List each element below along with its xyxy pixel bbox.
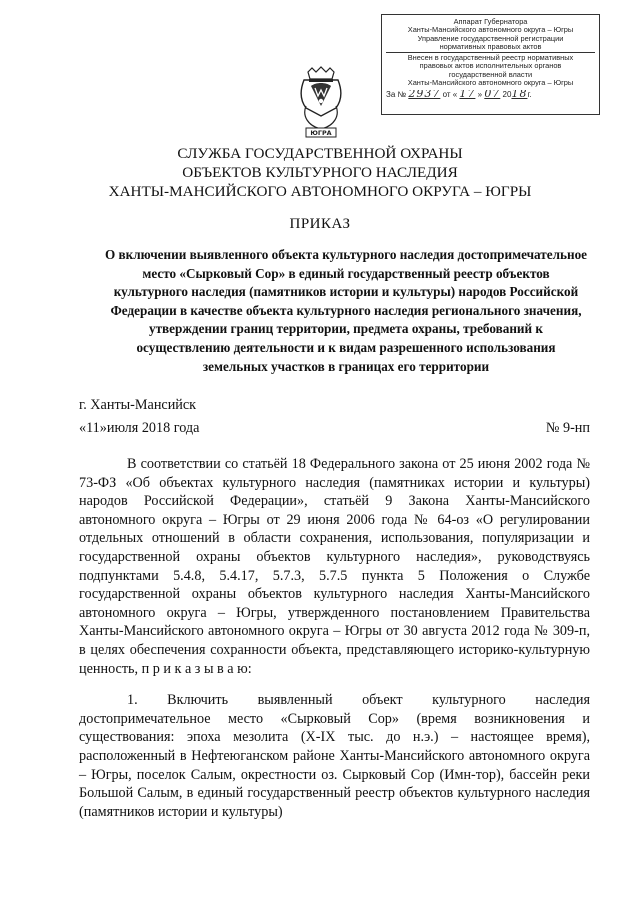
organization-line: ОБЪЕКТОВ КУЛЬТУРНОГО НАСЛЕДИЯ — [182, 164, 458, 181]
stamp-registration-line: За № 2937 от « 17 » 07 2018г. — [386, 90, 595, 99]
preamble-paragraph: В соответствии со статьёй 18 Федерального закона от 25 июня 2002 года № 73-ФЗ «Об объектах культурного наследия (памятниках истории и культуры) народов Российской Федерации», статьёй 9 Закона Ханты-Мансийского автономного округа – Югры от 29 июня 2006 года № 64-оз «О регулировании отдельных отношений в области сохранения, использования, популяризации и государственной охраны объектов культурного наследия», руководствуясь подпунктами 5.4.8, 5.4.17, 5.7.3, 5.7.5 пункта 5 Положения о Службе государственной охраны объектов культурного наследия Ханты-Мансийского автономного округа – Югры, утвержденного постановлением Правительства Ханты-Мансийского автономного округа – Югры от 30 августа 2012 года № 309-п, в целях обеспечения сохранности объекта, представляющего историко-культурную ценность, п р и к а з ы в а ю: — [79, 456, 590, 677]
stamp-year-prefix: 20 — [502, 90, 512, 100]
stamp-year-end: г. — [527, 90, 532, 100]
organization-line: СЛУЖБА ГОСУДАРСТВЕННОЙ ОХРАНЫ — [177, 145, 463, 162]
document-subject: О включении выявленного объекта культурного наследия достопримечательное место «Сырковый Сор» в единый государственный реестр объектов культурного наследия (памятников истории и культуры) народов Российской Федерации в качестве объекта культурного наследия регионального значения, утверждении границ территории, предмета охраны, требований к осуществлению деятельности и к видам разрешенного использования земельных участков в границах его территории — [104, 247, 588, 374]
stamp-reg-prefix: За № — [386, 90, 407, 100]
document-type: ПРИКАЗ — [289, 216, 351, 232]
registration-stamp — [381, 14, 600, 115]
stamp-day: 17 — [459, 90, 476, 100]
stamp-line: Ханты-Мансийского автономного округа – Югры — [407, 79, 574, 88]
document-date: «11»июля 2018 года — [79, 420, 200, 436]
emblem-ribbon-text: ЮГРА — [310, 129, 332, 138]
stamp-line: государственной власти — [448, 70, 533, 79]
stamp-line: Аппарат Губернатора — [453, 18, 528, 26]
coat-of-arms-icon — [298, 66, 344, 142]
stamp-year-suffix: 18 — [511, 90, 528, 100]
place-of-issue: г. Ханты-Мансийск — [79, 397, 197, 413]
organization-name — [0, 144, 640, 201]
item-1-paragraph: 1. Включить выявленный объект культурного наследия достопримечательное место «Сырковый Сор» (время возникновения и существования: эпоха мезолита (X-IX тыс. до н.э.) – настоящее время), расположенный в Нефтеюганском районе Ханты-Мансийского автономного округа – Югры, поселок Салым, окрестности оз. Сырковый Сор (Имн-тор), бассейн реки Большой Салым, в единый государственный реестр объектов культурного наследия (памятников истории и культуры) — [79, 692, 590, 820]
stamp-line: нормативных правовых актов — [439, 42, 542, 51]
stamp-line: Внесен в государственный реестр нормативных — [407, 54, 574, 63]
stamp-line: Управление государственной регистрации — [417, 34, 564, 43]
stamp-reg-number: 2937 — [408, 90, 441, 100]
stamp-from-label: от « — [442, 90, 458, 100]
stamp-divider — [386, 52, 595, 53]
organization-line: ХАНТЫ-МАНСИЙСКОГО АВТОНОМНОГО ОКРУГА – ЮГРЫ — [108, 183, 532, 200]
document-number: № 9-нп — [545, 420, 590, 436]
stamp-line: правовых актов исполнительных органов — [419, 62, 562, 71]
document-body — [79, 455, 590, 834]
stamp-month: 07 — [484, 90, 501, 100]
stamp-line: Ханты-Мансийского автономного округа – Югры — [407, 26, 574, 35]
